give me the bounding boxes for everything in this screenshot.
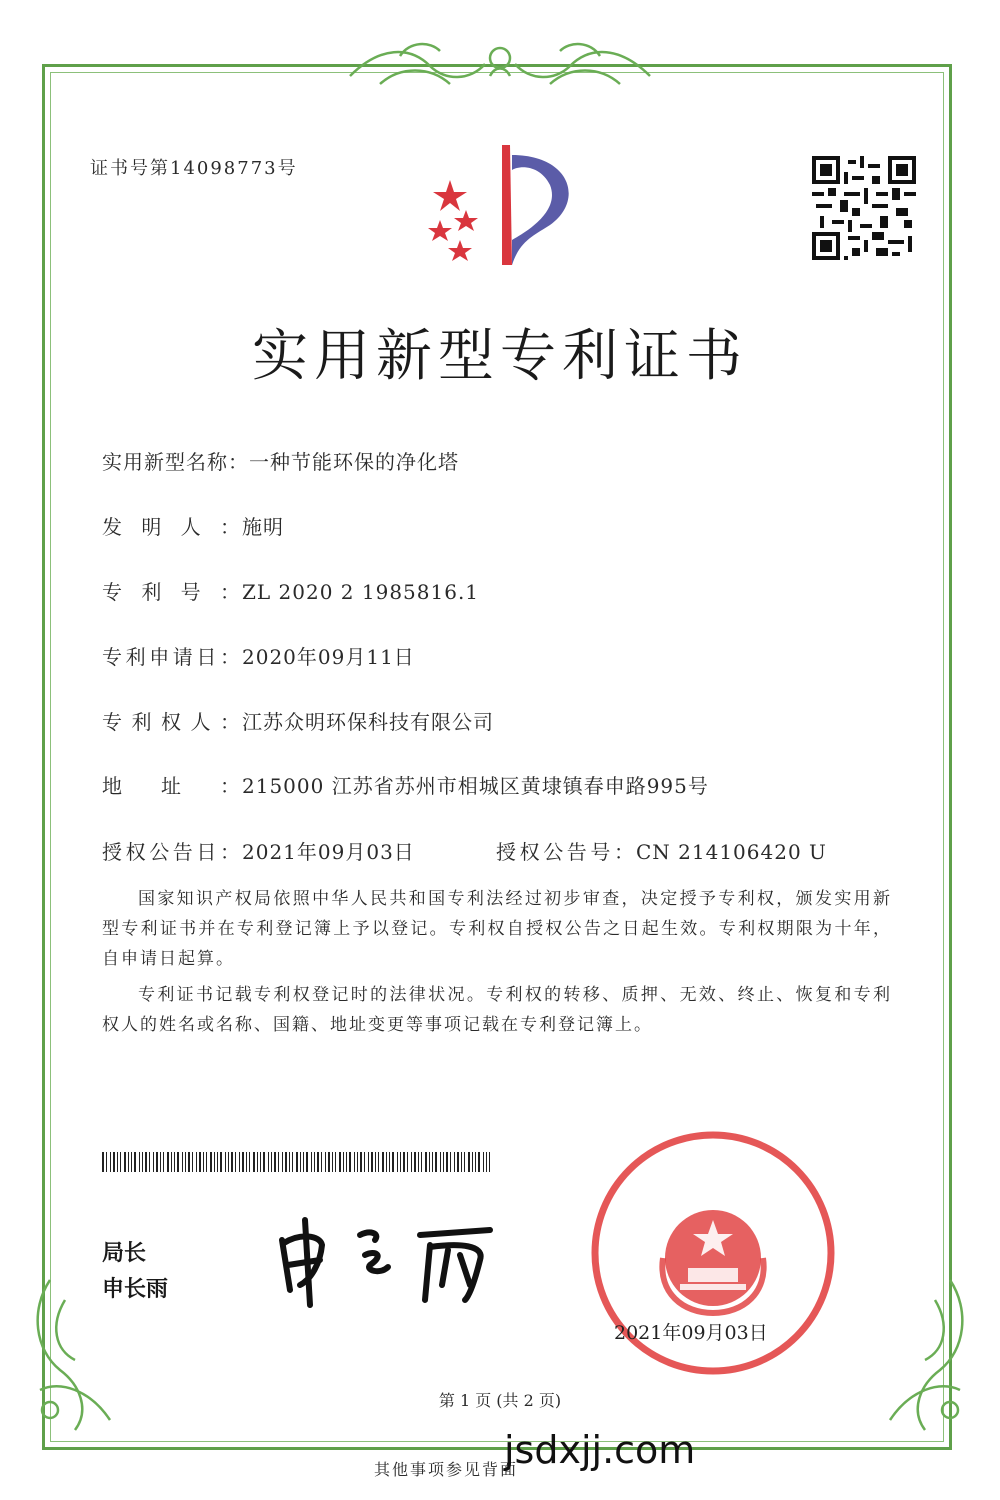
grant-number-row <box>496 836 827 865</box>
certificate-number: 证书号第14098773号 <box>90 158 298 179</box>
director-name: 申长雨 <box>102 1277 169 1302</box>
barcode-bar <box>263 1152 265 1172</box>
barcode-bar <box>371 1152 373 1172</box>
barcode-bar <box>339 1152 341 1172</box>
utility-model-name-row <box>102 446 459 475</box>
patentee-value: 江苏众明环保科技有限公司 <box>242 710 494 734</box>
grant-date-value: 2021年09月03日 <box>242 840 415 864</box>
barcode-bar <box>192 1152 193 1172</box>
barcode-bar <box>414 1152 416 1172</box>
barcode <box>102 1152 490 1172</box>
barcode-bar <box>239 1152 240 1172</box>
utility-model-name-label: 实用新型名称： <box>102 450 249 474</box>
barcode-bar <box>253 1152 255 1172</box>
barcode-bar <box>246 1152 247 1172</box>
barcode-bar <box>317 1152 319 1172</box>
barcode-bar <box>163 1152 164 1172</box>
inventor-label: 发明人： <box>102 515 242 539</box>
barcode-bar <box>182 1152 183 1172</box>
barcode-bar <box>375 1152 376 1172</box>
barcode-bar <box>461 1152 462 1172</box>
barcode-bar <box>271 1152 272 1172</box>
barcode-bar <box>478 1152 480 1172</box>
filing-date-value: 2020年09月11日 <box>242 645 415 669</box>
footer-note: 其他事项参见背面 <box>374 1460 519 1479</box>
barcode-bar <box>242 1152 244 1172</box>
barcode-bar <box>464 1152 465 1172</box>
barcode-bar <box>432 1152 433 1172</box>
barcode-bar <box>235 1152 236 1172</box>
barcode-bar <box>411 1152 412 1172</box>
barcode-bar <box>357 1152 358 1172</box>
grant-date-label: 授权公告日： <box>102 840 242 864</box>
barcode-bar <box>349 1152 351 1172</box>
grant-date-row <box>102 836 415 865</box>
address-value: 215000 江苏省苏州市相城区黄埭镇春申路995号 <box>242 774 709 798</box>
barcode-bar <box>332 1152 333 1172</box>
barcode-bar <box>392 1152 394 1172</box>
barcode-bar <box>300 1152 301 1172</box>
barcode-bar <box>311 1152 312 1172</box>
address-row <box>102 770 709 799</box>
barcode-bar <box>113 1152 115 1172</box>
barcode-bar <box>296 1152 298 1172</box>
barcode-bar <box>325 1152 326 1172</box>
barcode-bar <box>274 1152 276 1172</box>
barcode-bar <box>210 1152 212 1172</box>
patent-number-value: ZL 2020 2 1985816.1 <box>242 580 480 604</box>
director-title: 局长 <box>102 1241 147 1266</box>
barcode-bar <box>139 1152 140 1172</box>
barcode-bar <box>149 1152 150 1172</box>
barcode-bar <box>382 1152 384 1172</box>
barcode-bar <box>292 1152 293 1172</box>
barcode-bar <box>321 1152 322 1172</box>
page-number: 第 1 页 (共 2 页) <box>438 1391 562 1410</box>
barcode-bar <box>397 1152 398 1172</box>
barcode-bar <box>303 1152 304 1172</box>
barcode-bar <box>454 1152 455 1172</box>
certificate-title: 实用新型专利证书 <box>252 324 748 389</box>
barcode-bar <box>435 1152 437 1172</box>
inventor-value: 施明 <box>242 515 284 539</box>
barcode-bar <box>117 1152 118 1172</box>
barcode-bar <box>489 1152 490 1172</box>
barcode-bar <box>421 1152 422 1172</box>
barcode-bar <box>188 1152 190 1172</box>
barcode-bar <box>483 1152 484 1172</box>
barcode-bar <box>110 1152 111 1172</box>
barcode-bar <box>343 1152 344 1172</box>
barcode-bar <box>486 1152 487 1172</box>
barcode-bar <box>289 1152 290 1172</box>
barcode-bar <box>231 1152 233 1172</box>
barcode-bar <box>335 1152 336 1172</box>
barcode-bar <box>285 1152 287 1172</box>
barcode-bar <box>167 1152 169 1172</box>
barcode-bar <box>142 1152 143 1172</box>
qr-code <box>812 156 916 260</box>
barcode-bar <box>278 1152 279 1172</box>
barcode-bar <box>134 1152 136 1172</box>
grant-number-value: CN 214106420 U <box>636 840 827 864</box>
barcode-bar <box>249 1152 250 1172</box>
barcode-bar <box>225 1152 226 1172</box>
filing-date-label: 专利申请日： <box>102 645 242 669</box>
legal-paragraph-1: 国家知识产权局依照中华人民共和国专利法经过初步审查，决定授予专利权，颁发实用新型专利证书并在专利登记簿上予以登记。专利权自授权公告之日起生效。专利权期限为十年，自申请日起算。 <box>102 889 892 969</box>
barcode-bar <box>102 1152 104 1172</box>
watermark-text: jsdxjj.com <box>504 1428 696 1472</box>
barcode-bar <box>174 1152 175 1172</box>
barcode-bar <box>446 1152 448 1172</box>
barcode-bar <box>386 1152 387 1172</box>
barcode-bar <box>156 1152 158 1172</box>
barcode-bar <box>199 1152 201 1172</box>
utility-model-name-value: 一种节能环保的净化塔 <box>249 450 459 474</box>
barcode-bar <box>403 1152 405 1172</box>
barcode-bar <box>217 1152 218 1172</box>
barcode-bar <box>440 1152 441 1172</box>
barcode-bar <box>429 1152 430 1172</box>
barcode-bar <box>368 1152 369 1172</box>
barcode-bar <box>145 1152 147 1172</box>
barcode-bar <box>260 1152 261 1172</box>
barcode-bar <box>360 1152 362 1172</box>
barcode-bar <box>418 1152 419 1172</box>
barcode-bar <box>128 1152 129 1172</box>
barcode-bar <box>171 1152 172 1172</box>
barcode-bar <box>400 1152 401 1172</box>
barcode-bar <box>346 1152 347 1172</box>
barcode-bar <box>153 1152 154 1172</box>
barcode-bar <box>177 1152 179 1172</box>
legal-paragraph-2: 专利证书记载专利权登记时的法律状况。专利权的转移、质押、无效、终止、恢复和专利权人的姓名或名称、国籍、地址变更等事项记载在专利登记簿上。 <box>102 985 892 1035</box>
barcode-bar <box>124 1152 126 1172</box>
barcode-bar <box>354 1152 355 1172</box>
barcode-bar <box>314 1152 315 1172</box>
grant-number-label: 授权公告号： <box>496 840 636 864</box>
barcode-bar <box>220 1152 222 1172</box>
barcode-bar <box>214 1152 215 1172</box>
barcode-bar <box>228 1152 229 1172</box>
barcode-bar <box>268 1152 269 1172</box>
barcode-bar <box>425 1152 427 1172</box>
barcode-bar <box>472 1152 473 1172</box>
barcode-bar <box>407 1152 408 1172</box>
bottom-right-ornament <box>860 1270 980 1440</box>
cnipa-logo <box>420 140 590 270</box>
barcode-bar <box>185 1152 186 1172</box>
patentee-label: 专利权人： <box>102 710 242 734</box>
barcode-bar <box>443 1152 444 1172</box>
director-signature <box>270 1205 510 1315</box>
barcode-bar <box>203 1152 204 1172</box>
barcode-bar <box>364 1152 365 1172</box>
barcode-bar <box>160 1152 161 1172</box>
filing-date-row <box>102 641 415 670</box>
address-label: 地址： <box>102 774 242 798</box>
barcode-bar <box>120 1152 121 1172</box>
barcode-bar <box>196 1152 197 1172</box>
barcode-bar <box>257 1152 258 1172</box>
barcode-bar <box>282 1152 283 1172</box>
inventor-row <box>102 511 284 540</box>
barcode-bar <box>457 1152 459 1172</box>
patent-number-row <box>102 576 479 605</box>
barcode-bar <box>328 1152 330 1172</box>
patentee-row <box>102 706 494 735</box>
barcode-bar <box>306 1152 308 1172</box>
barcode-bar <box>378 1152 379 1172</box>
barcode-bar <box>389 1152 390 1172</box>
barcode-bar <box>206 1152 207 1172</box>
seal-date: 2021年09月03日 <box>614 1322 768 1344</box>
patent-number-label: 专利号： <box>102 580 242 604</box>
barcode-bar <box>450 1152 451 1172</box>
barcode-bar <box>131 1152 132 1172</box>
barcode-bar <box>475 1152 476 1172</box>
barcode-bar <box>468 1152 470 1172</box>
barcode-bar <box>106 1152 107 1172</box>
top-ornament-decoration <box>340 36 660 96</box>
